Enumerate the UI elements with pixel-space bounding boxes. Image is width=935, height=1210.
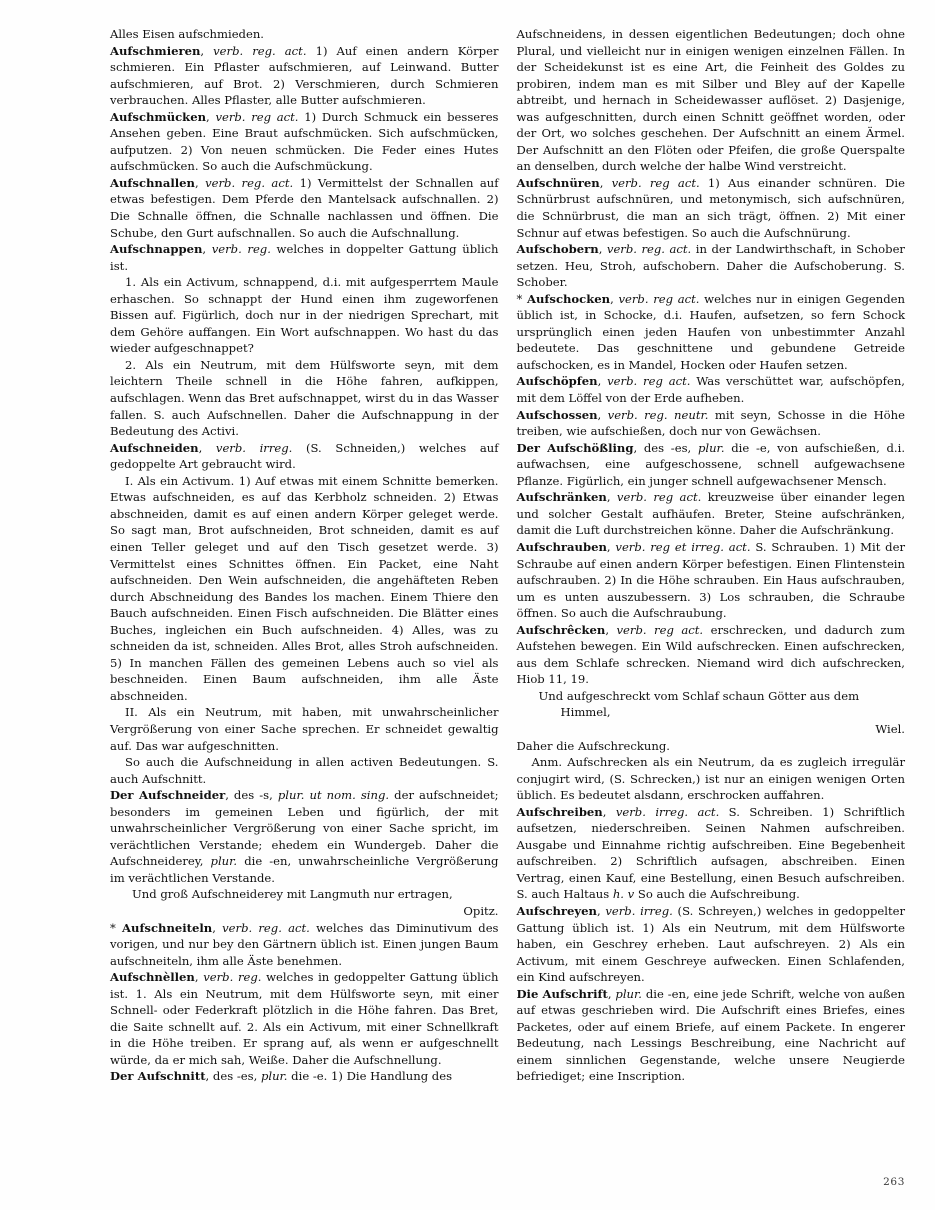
entry-body-text: 1) Vermittelst der Schnallen auf etwas befestigen. Dem Pferde den Mantelsack aufschnallen. 2) Die Schnalle öffnen, die Schnalle nachlassen und öffnen. Die Schube, den Gurt aufschnallen. So auch die Aufschnallung. xyxy=(110,175,499,240)
entry-body-text: 1) Auf einen andern Körper schmieren. Ein Pflaster aufschmieren, auf Leinwand. Butter aufschmieren, auf Brot. 2) Verschmieren, durch Schmieren verbrauchen. Alles Pflaster, alle Butter aufschmieren. xyxy=(110,43,499,108)
entry-body-text: 1) Aus einander schnüren. Die Schnürbrust aufschnüren, und metonymisch, sich aufschnüren, die Schnürbrust, die man an sich trägt, öffnen. 2) Mit einer Schnur auf etwas befestigen. So auch die Aufschnürung. xyxy=(516,175,905,240)
entry-headword: Aufschrauben xyxy=(516,539,607,554)
dictionary-entry xyxy=(110,704,499,754)
dictionary-entry xyxy=(517,738,906,755)
entry-grammar-label: verb. reg act. xyxy=(618,291,700,306)
dictionary-entry xyxy=(110,473,499,705)
entry-grammar-label: verb. reg act. xyxy=(616,622,704,637)
entry-headword: Aufschneiteln xyxy=(122,920,213,935)
entry-body-text: , xyxy=(607,986,616,1001)
entry-body-text: 1. Als ein Activum, schnappend, d.i. mit aufgesperrtem Maule erhaschen. So schnappt der Hund einen ihm zugeworfenen Bissen auf. Figürlich, doch nur in der niedrigen Sprechart, mit dem Gehöre auffangen. Ein Wort aufschnappen. Wo hast du das wieder aufgeschnappet? xyxy=(110,275,499,356)
entry-grammar-label: verb. reg. act. xyxy=(222,920,310,935)
entry-grammar-label: verb. reg. xyxy=(211,242,271,257)
two-column-body xyxy=(110,26,905,1161)
dictionary-entry xyxy=(517,26,906,175)
dictionary-entry: Aufschreiben, verb. irreg. act. S. Schreiben. 1) Schriftlich aufsetzen, niederschreiben. Seinen Nahmen aufschreiben. Ausgabe und Einnahme richtig aufschreiben. Eine Begebenheit aufschreiben. 2) Schriftlich aufsagen, abschreiben. Einen Vertrag, einen Kauf, eine Bestellung, einen Besuch aufschreiben. S. auch Haltaus h. v So auch die Aufschreibung. xyxy=(516,804,905,902)
entry-grammar-label: verb. reg act. xyxy=(616,490,702,505)
dictionary-entry xyxy=(110,26,499,43)
dictionary-entry: Aufschnüren, verb. reg act. 1) Aus einander schnüren. Die Schnürbrust aufschnüren, und metonymisch, sich aufschnüren, die Schnürbrust, die man an sich trägt, öffnen. 2) Mit einer Schnur auf etwas befestigen. So auch die Aufschnürung. xyxy=(516,175,905,240)
entry-body-text: S. Schreiben. 1) Schriftlich aufsetzen, niederschreiben. Seinen Nahmen aufschreiben. Ausgabe und Einnahme richtig aufschreiben. Eine Begebenheit aufschreiben. 2) Schriftlich aufsagen, abschreiben. Einen Vertrag, einen Kauf, eine Bestellung, einen Besuch aufschreiben. S. auch Haltaus xyxy=(516,804,905,902)
dictionary-entry: Aufschnallen, verb. reg. act. 1) Vermittelst der Schnallen auf etwas befestigen. Dem Pferde den Mantelsack aufschnallen. 2) Die Schnalle öffnen, die Schnalle nachlassen und öffnen. Die Schube, den Gurt aufschnallen. So auch die Aufschnallung. xyxy=(110,175,499,240)
dictionary-entry: Aufschöpfen, verb. reg act. Was verschüttet war, aufschöpfen, mit dem Löffel von der Erde aufheben. xyxy=(516,374,905,406)
entry-body-text: in der Landwirthschaft, in Schober setzen. Heu, Stroh, aufschobern. Daher die Aufschoberung. S. Schober. xyxy=(516,242,905,290)
entry-headword: Die Aufschrift xyxy=(516,986,608,1001)
right-text-column xyxy=(517,26,906,1161)
entry-headword: Aufschobern xyxy=(516,242,599,257)
entry-headword: Der Aufschnitt xyxy=(110,1069,206,1084)
entry-grammar-label: verb. reg. act. xyxy=(606,242,692,257)
entry-grammar-label: verb. irreg. act. xyxy=(615,804,720,819)
entry-body-text: welches nur in einigen Gegenden üblich ist, in Schocke, d.i. Haufen, aufsetzen, so fern Schock ursprünglich einen jeden Haufen von unbestimmter Anzahl bedeutete. Das geschnittene und gebundene Getreide aufschocken, es in Mandel, Hocken oder Haufen setzen. xyxy=(516,291,905,372)
entry-body-text: , des -es, xyxy=(205,1069,261,1084)
entry-grammar-label: verb. reg act. xyxy=(607,374,691,389)
entry-body-text: (S. Schreyen,) welches in gedoppelter Gattung üblich ist. 1) Als ein Neutrum, mit dem Hülfsworte haben, ein Geschrey erheben. Laut aufschreyen. 2) Als ein Activum, mit einem Geschreye aufwecken. Einen Schlafenden, ein Kind aufschreyen. xyxy=(516,903,906,985)
entry-headword: Aufschmieren xyxy=(110,43,201,58)
dictionary-entry: Aufschnèllen, verb. reg. welches in gedoppelter Gattung üblich ist. 1. Als ein Neutrum, mit dem Hülfsworte seyn, mit einer Schnell- oder Federkraft plötzlich in die Höhe fahren. Das Bret, die Saite schnellt auf. 2. Als ein Activum, mit einer Schnellkraft in die Höhe treiben. Er sprang auf, als wenn er aufgeschnellt würde, da er mich sah, Weiße. Daher die Aufschnellung. xyxy=(110,970,499,1067)
dictionary-entry xyxy=(517,440,906,490)
entry-grammar-label: verb. reg. act. xyxy=(213,43,307,58)
entry-grammar-label: plur. xyxy=(260,1069,288,1084)
entry-asterisk: * xyxy=(110,920,123,935)
verse-attribution: Wiel. xyxy=(875,721,905,736)
verse-line: Und groß Aufschneiderey mit Langmuth nur ertragen, xyxy=(132,887,453,902)
entry-body-text: So auch die Aufschneidung in allen activen Bedeutungen. S. auch Aufschnitt. xyxy=(110,755,499,786)
dictionary-entry: Aufschmücken, verb. reg act. 1) Durch Schmuck ein besseres Ansehen geben. Eine Braut aufschmücken. Sich aufschmücken, aufputzen. 2) Von neuen schmücken. Die Feder eines Hutes aufschmücken. So auch die Aufschmückung. xyxy=(110,109,499,174)
entry-headword: Aufschnappen xyxy=(110,242,203,257)
entry-grammar-label: verb. reg act. xyxy=(215,109,299,124)
entry-body-text: die -e, von aufschießen, d.i. aufwachsen, eine aufgeschossene, schnell aufgewachsene Pflanze. Figürlich, ein junger schnell aufgewachsener Mensch. xyxy=(516,440,905,488)
entry-grammar-label: verb. reg et irreg. act. xyxy=(615,539,751,554)
page-number: 263 xyxy=(883,1176,905,1188)
entry-headword: Aufschmücken xyxy=(110,109,207,124)
dictionary-entry xyxy=(110,754,499,787)
dictionary-entry: Aufschobern, verb. reg. act. in der Landwirthschaft, in Schober setzen. Heu, Stroh, aufschobern. Daher die Aufschoberung. S. Schober. xyxy=(516,242,905,290)
entry-body-text: II. Als ein Neutrum, mit haben, mit unwahrscheinlicher Vergrößerung von einer Sache sprechen. Er schneidet gewaltig auf. Das war aufgeschnitten. xyxy=(110,705,499,753)
entry-grammar-label: verb. reg. act. xyxy=(205,175,294,190)
entry-body-text: Daher die Aufschreckung. xyxy=(516,738,670,753)
entry-body-text: der aufschneidet; besonders im gemeinen Leben und figürlich, der mit unwahrscheinlicher Vergrößerung von einer Sache spricht, im verächtlichen Verstande; ehedem ein Wundergeb. Daher die Aufschneiderey, xyxy=(110,788,499,869)
entry-headword: Der Aufschneider xyxy=(110,788,226,803)
dictionary-entry xyxy=(110,787,499,886)
entry-body-text: 1) Durch Schmuck ein besseres Ansehen geben. Eine Braut aufschmücken. Sich aufschmücken, aufputzen. 2) Von neuen schmücken. Die Feder eines Hutes aufschmücken. So auch die Aufschmückung. xyxy=(110,109,499,174)
entry-grammar-label: h. v xyxy=(612,887,635,902)
entry-headword: Aufschrêcken xyxy=(516,622,606,637)
entry-headword: Aufschränken xyxy=(516,490,607,505)
entry-grammar-label: plur. xyxy=(697,440,725,455)
entry-body-text: Was verschüttet war, aufschöpfen, mit dem Löffel von der Erde aufheben. xyxy=(516,374,905,406)
entry-body-text: die -en, unwahrscheinliche Vergrößerung im verächtlichen Verstande. xyxy=(110,854,499,885)
dictionary-entry: Aufschreyen, verb. irreg. (S. Schreyen,) welches in gedoppelter Gattung üblich ist. 1) Als ein Neutrum, mit dem Hülfsworte haben, ein Geschrey erheben. Laut aufschreyen. 2) Als ein Activum, mit einem Geschreye aufwecken. Einen Schlafenden, ein Kind aufschreyen. xyxy=(516,903,906,985)
dictionary-entry: Aufschrêcken, verb. reg act. erschrecken, und dadurch zum Aufstehen bewegen. Ein Wild aufschrecken. Einen aufschrecken, aus dem Schlafe schrecken. Niemand wird dich aufschrecken, Hiob 11, 19. xyxy=(516,622,905,687)
dictionary-entry xyxy=(110,274,499,357)
entry-body-text: , des -s, xyxy=(225,788,278,803)
entry-grammar-label: verb. irreg. xyxy=(215,440,293,455)
dictionary-entry: Aufschnappen, verb. reg. welches in doppelter Gattung üblich ist. xyxy=(110,242,499,273)
verse-line: Himmel, xyxy=(560,705,611,720)
dictionary-entry: Aufschrauben, verb. reg et irreg. act. S. Schrauben. 1) Mit der Schraube auf einen andern Körper befestigen. Einen Flintenstein aufschrauben. 2) In die Höhe schrauben. Ein Haus aufschrauben, um es unten auszubessern. 3) Los schrauben, die Schraube öffnen. So auch die Aufschraubung. xyxy=(516,539,905,621)
entry-body-text: welches das Diminutivum des vorigen, und nur bey den Gärtnern üblich ist. Einen jungen Baum aufschneiteln, ihm alle Äste benehmen. xyxy=(110,920,499,968)
entry-grammar-label: plur. ut nom. sing. xyxy=(277,788,390,803)
entry-body-text: mit seyn, Schosse in die Höhe treiben, wie aufschießen, doch nur von Gewächsen. xyxy=(516,407,905,439)
entry-body-text: (S. Schneiden,) welches auf gedoppelte Art gebraucht wird. xyxy=(110,440,499,472)
dictionary-entry: Aufschmieren, verb. reg. act. 1) Auf einen andern Körper schmieren. Ein Pflaster aufschmieren, auf Leinwand. Butter aufschmieren, auf Brot. 2) Verschmieren, durch Schmieren verbrauchen. Alles Pflaster, alle Butter aufschmieren. xyxy=(110,43,499,108)
entry-headword: Aufschnüren xyxy=(516,175,600,190)
entry-grammar-label: verb. irreg. xyxy=(605,903,673,918)
dictionary-entry: * Aufschneiteln, verb. reg. act. welches das Diminutivum des vorigen, und nur bey den Gärtnern üblich ist. Einen jungen Baum aufschneiteln, ihm alle Äste benehmen. xyxy=(110,920,499,968)
entry-grammar-label: plur. xyxy=(615,986,642,1001)
entry-body-text: S. Schrauben. 1) Mit der Schraube auf einen andern Körper befestigen. Einen Flintenstein aufschrauben. 2) In die Höhe schrauben. Ein Haus aufschrauben, um es unten auszubessern. 3) Los schrauben, die Schraube öffnen. So auch die Aufschraubung. xyxy=(516,539,905,621)
entry-body-text: 2. Als ein Neutrum, mit dem Hülfsworte seyn, mit dem leichtern Theile schnell in die Höhe fahren, aufkippen, aufschlagen. Wenn das Bret aufschnappet, wirst du in das Wasser fallen. S. auch Aufschnellen. Daher die Aufschnappung in der Bedeutung des Activi. xyxy=(110,357,499,439)
entry-headword: Aufschnallen xyxy=(110,175,195,190)
entry-body-text: welches in doppelter Gattung üblich ist. xyxy=(110,242,499,273)
entry-grammar-label: verb. reg. xyxy=(203,970,262,985)
entry-body-text: die -e. 1) Die Handlung des xyxy=(287,1069,453,1084)
entry-body-text: Alles Eisen aufschmieden. xyxy=(110,27,264,41)
entry-body-text: kreuzweise über einander legen und solcher Gestalt aufhäufen. Breter, Steine aufschränken, damit die Luft durchstreichen könne. Daher die Aufschränkung. xyxy=(516,490,905,538)
entry-headword: Aufschossen xyxy=(516,407,598,422)
entry-body-text: So auch die Aufschreibung. xyxy=(634,887,800,902)
entry-grammar-label: verb. reg. neutr. xyxy=(607,407,709,422)
entry-headword: Aufschreyen xyxy=(516,903,597,918)
dictionary-entry xyxy=(517,754,906,804)
dictionary-entry: Aufschneiden, verb. irreg. (S. Schneiden,) welches auf gedoppelte Art gebraucht wird. xyxy=(110,440,499,472)
entry-body-text: Anm. Aufschrecken als ein Neutrum, da es zugleich irregulär conjugirt wird, (S. Schrecken,) ist nur an einigen wenigen Orten üblich. Es bedeutet alsdann, erschrocken auffahren. xyxy=(516,755,905,803)
entry-body-text: erschrecken, und dadurch zum Aufstehen bewegen. Ein Wild aufschrecken. Einen aufschrecken, aus dem Schlafe schrecken. Niemand wird dich aufschrecken, Hiob 11, 19. xyxy=(516,622,905,687)
dictionary-entry xyxy=(110,1068,499,1085)
left-text-column xyxy=(110,26,499,1161)
entry-body-text: I. Als ein Activum. 1) Auf etwas mit einem Schnitte bemerken. Etwas aufschneiden, es auf das Kerbholz schneiden. 2) Etwas abschneiden, damit es auf einen andern Körper geleget werde. So sagt man, Brot aufschneiden, Brot schneiden, damit es auf einen Teller geleget und auf den Tisch gesetzet werde. 3) Vermittelst eines Schnittes öffnen. Ein Packet, eine Naht aufschneiden. Den Wein aufschneiden, die angehäfteten Reben durch Abschneidung des Bandes los machen. Einem Thiere den Bauch aufschneiden. Einen Fisch aufschneiden. Die Blätter eines Buches, ingleichen ein Buch aufschneiden. 4) Alles, was zu schneiden da ist, schneiden. Alles Brot, alles Stroh aufschneiden. 5) In manchen Fällen des gemeinen Lebens auch so viel als beschneiden. Einen Baum aufschneiden, ihm alle Äste abschneiden. xyxy=(110,473,499,703)
entry-grammar-label: verb. reg act. xyxy=(611,175,700,190)
entry-headword: Aufschreiben xyxy=(516,804,603,819)
entry-body-text: die -en, eine jede Schrift, welche von außen auf etwas geschrieben wird. Die Aufschrift eines Briefes, eines Packetes, oder auf einem Briefe, auf einem Packete. In engerer Bedeutung, nach Lessings Beschreibung, eine Nachricht auf einem sinnlichen Gegenstande, welche unsere Neugierde befriediget; eine Inscription. xyxy=(516,986,906,1084)
entry-asterisk: * xyxy=(516,291,527,306)
dictionary-entry xyxy=(517,986,906,1085)
entry-headword: Aufschneiden xyxy=(110,440,199,455)
dictionary-entry: Aufschränken, verb. reg act. kreuzweise über einander legen und solcher Gestalt aufhäufen. Breter, Steine aufschränken, damit die Luft durchstreichen könne. Daher die Aufschränkung. xyxy=(516,490,905,538)
entry-grammar-label: plur. xyxy=(210,854,238,869)
entry-body-text: , des -es, xyxy=(633,440,698,455)
entry-headword: Aufschocken xyxy=(527,291,611,306)
verse-attribution: Opitz. xyxy=(463,903,499,918)
entry-headword: Der Aufschößling xyxy=(516,440,634,455)
dictionary-entry xyxy=(110,357,499,440)
entry-body-text: welches in gedoppelter Gattung üblich ist. 1. Als ein Neutrum, mit dem Hülfsworte seyn, mit einer Schnell- oder Federkraft plötzlich in die Höhe fahren. Das Bret, die Saite schnellt auf. 2. Als ein Activum, mit einer Schnellkraft in die Höhe treiben. Er sprang auf, als wenn er aufgeschnellt würde, da er mich sah, Weiße. Daher die Aufschnellung. xyxy=(110,970,499,1067)
verse-line: Und aufgeschreckt vom Schlaf schaun Götter aus dem xyxy=(538,688,860,703)
entry-headword: Aufschöpfen xyxy=(516,374,598,389)
dictionary-entry: * Aufschocken, verb. reg act. welches nur in einigen Gegenden üblich ist, in Schocke, d.i. Haufen, aufsetzen, so fern Schock ursprünglich einen jeden Haufen von unbestimmter Anzahl bedeutete. Das geschnittene und gebundene Getreide aufschocken, es in Mandel, Hocken oder Haufen setzen. xyxy=(516,291,905,372)
dictionary-entry: Aufschossen, verb. reg. neutr. mit seyn, Schosse in die Höhe treiben, wie aufschießen, doch nur von Gewächsen. xyxy=(516,407,905,439)
entry-body-text: Aufschneidens, in dessen eigentlichen Bedeutungen; doch ohne Plural, und vielleicht nur in einigen wenigen einzelnen Fällen. In der Scheidekunst ist es eine Art, die Feinheit des Goldes zu probiren, indem man es mit Silber und Bley auf der Kapelle abtreibt, und hernach in Scheidewasser auflöset. 2) Dasjenige, was aufgeschnitten, durch einen Schnitt geöffnet worden, oder der Ort, wo solches geschehen. Der Aufschnitt an einem Ärmel. Der Aufschnitt an den Flöten oder Pfeifen, die große Querspalte an denselben, durch welche der halbe Wind verstreicht. xyxy=(516,27,905,174)
entry-headword: Aufschnèllen xyxy=(110,970,195,985)
